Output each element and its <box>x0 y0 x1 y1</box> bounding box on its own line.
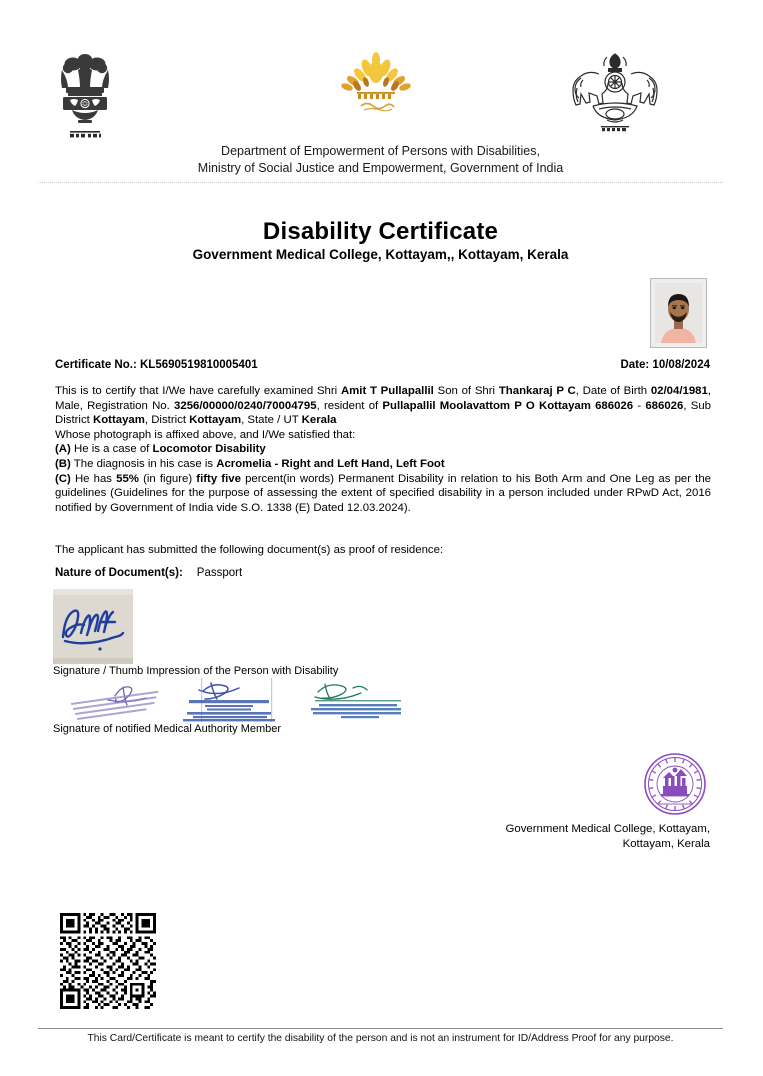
sub-district: Kottayam <box>92 414 145 427</box>
applicant-signature-image <box>53 589 133 664</box>
intro-8: , State / UT <box>241 414 302 427</box>
document-proof-intro: The applicant has submitted the following document(s) as proof of residence: <box>55 544 444 556</box>
father-name: Thankaraj P C <box>498 385 576 397</box>
kerala-state-emblem-icon <box>563 48 667 136</box>
official-round-seal-icon <box>637 750 713 818</box>
intro-6: , Sub District <box>55 399 712 427</box>
clause-c-text-2: (in figure) <box>138 472 197 485</box>
clause-c-text-3: percent(in words) Permanent Disability in relation to his Both Arm and One Leg as per the guidelines (Guidelines for the purpose of assessing the extent of specified disability in a person included under RPwD Act, 2016 notified by Government of India vide S.O. 1338 (E) Dated 12.03.2024). <box>55 472 711 514</box>
intro-5: , resident of <box>316 399 383 412</box>
certificate-verification-qr-code <box>60 913 156 1009</box>
intro-3: , Date of Birth <box>575 385 651 397</box>
document-nature-row <box>55 567 711 579</box>
pincode: 686026 <box>645 399 684 412</box>
intro-1: This is to certify that I/We have carefully examined Shri <box>55 385 341 397</box>
disability-percentage-figure: 55% <box>116 472 139 485</box>
intro-2: Son of Shri <box>433 385 499 397</box>
footer-disclaimer: This Card/Certificate is meant to certify the disability of the person and is not an instrument for ID/Address Proof for any purpose. <box>87 1033 674 1044</box>
issuing-authority-address <box>420 822 710 852</box>
clause-c-text-1: He has <box>70 472 117 485</box>
ministry-heading <box>38 143 723 177</box>
state-ut: Kerala <box>301 414 337 427</box>
clause-a <box>55 442 711 457</box>
medical-authority-stamp-2 <box>183 678 275 722</box>
clause-a-value: Locomotor Disability <box>152 443 266 456</box>
ministry-line-2: Ministry of Social Justice and Empowerment, Government of India <box>197 161 564 175</box>
footer-divider <box>38 1028 723 1029</box>
intro-7: , District <box>144 414 190 427</box>
medical-authority-signature-row <box>53 678 443 722</box>
clause-c <box>55 472 711 516</box>
examination-statement <box>55 384 711 428</box>
medical-authority-stamp-3 <box>311 684 401 718</box>
intro-4: , Male, Registration No. <box>55 385 712 412</box>
clause-b-text: The diagnosis in his case is <box>70 457 217 470</box>
clause-b <box>55 457 711 472</box>
certificate-body <box>55 384 711 515</box>
swavlamban-logo-icon <box>333 48 419 118</box>
applicant-name: Amit T Pullapallil <box>340 385 434 397</box>
clause-a-text: He is a case of <box>70 443 153 456</box>
clause-b-label: (B) <box>55 457 71 470</box>
clause-c-label: (C) <box>55 472 71 485</box>
registration-number: 3256/00000/0240/70004795 <box>174 399 317 412</box>
clause-a-label: (A) <box>55 443 71 456</box>
medical-authority-stamp-1 <box>71 687 158 720</box>
ministry-line-1: Department of Empowerment of Persons with Disabilities, <box>221 144 540 158</box>
issuing-authority-address-line-1: Government Medical College, Kottayam, <box>505 823 710 835</box>
header-divider <box>38 182 723 183</box>
certificate-number: Certificate No.: KL5690519810005401 <box>55 359 258 371</box>
page-title: Disability Certificate <box>262 218 499 245</box>
certificate-date: Date: 10/08/2024 <box>620 359 710 371</box>
india-national-emblem-icon <box>54 48 116 140</box>
address-separator: - <box>633 399 646 412</box>
clause-b-value: Acromelia - Right and Left Hand, Left Foot <box>216 457 445 470</box>
header-emblem-row <box>38 48 723 143</box>
issuing-authority-address-line-2: Kottayam, Kerala <box>622 838 710 850</box>
date-of-birth: 02/04/1981 <box>650 385 708 397</box>
disability-percentage-words: fifty five <box>196 472 241 485</box>
document-nature-value: Passport <box>196 567 243 579</box>
applicant-signature-label: Signature / Thumb Impression of the Person with Disability <box>53 665 339 677</box>
applicant-photo <box>650 278 707 348</box>
certificate-meta-row <box>55 359 710 371</box>
issuing-institution: Government Medical College, Kottayam,, Kottayam, Kerala <box>192 247 569 262</box>
medical-authority-signature-label: Signature of notified Medical Authority Member <box>53 723 282 735</box>
document-nature-label: Nature of Document(s): <box>55 567 183 579</box>
district: Kottayam <box>189 414 242 427</box>
photograph-statement: Whose photograph is affixed above, and I/We satisfied that: <box>55 428 356 441</box>
resident-address: Pullapallil Moolavattom P O Kottayam 686026 <box>382 399 634 412</box>
